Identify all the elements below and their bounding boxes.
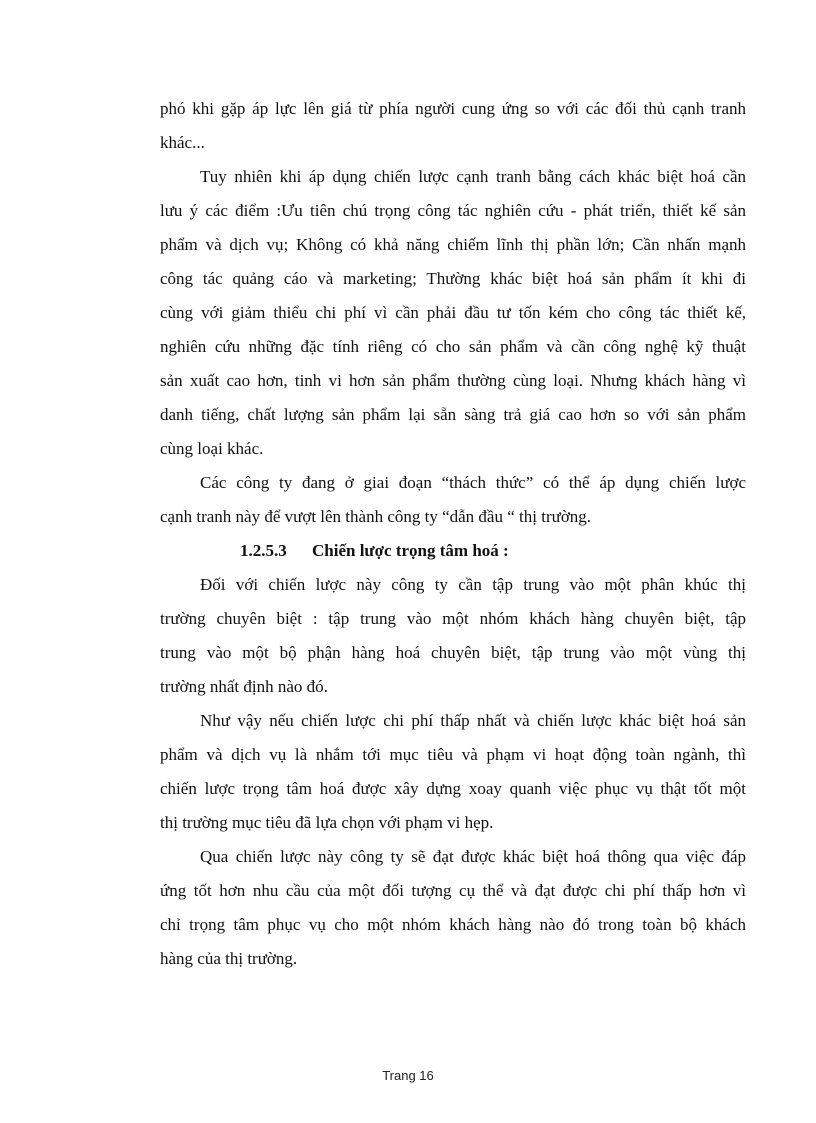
paragraph bbox=[160, 466, 746, 534]
paragraph-line: cạnh tranh này để vượt lên thành công ty “dẫn đầu “ thị trường. bbox=[160, 507, 592, 526]
paragraph-line: ứng tốt hơn nhu cầu của một đối tượng cụ thể và đạt được chi phí thấp hơn vì bbox=[160, 881, 746, 900]
paragraph-line: trường nhất định nào đó. bbox=[160, 677, 328, 696]
paragraph-line: khác... bbox=[160, 133, 205, 152]
paragraph-line: phẩm và dịch vụ; Không có khả năng chiếm lĩnh thị phần lớn; Cần nhấn mạnh bbox=[160, 235, 746, 254]
paragraph-line: Các công ty đang ở giai đoạn “thách thức” có thể áp dụng chiến lược bbox=[200, 473, 746, 492]
paragraph-line: Qua chiến lược này công ty sẽ đạt được khác biệt hoá thông qua việc đáp bbox=[200, 847, 746, 866]
paragraph-line: Tuy nhiên khi áp dụng chiến lược cạnh tranh bằng cách khác biệt hoá cần bbox=[200, 167, 746, 186]
paragraph bbox=[160, 840, 746, 976]
paragraph-line: Đối với chiến lược này công ty cần tập trung vào một phân khúc thị bbox=[200, 575, 746, 594]
paragraph-line: lưu ý các điểm :Ưu tiên chú trọng công tác nghiên cứu - phát triển, thiết kế sản bbox=[160, 201, 746, 220]
paragraph-line: sản xuất cao hơn, tinh vi hơn sản phẩm thường cùng loại. Nhưng khách hàng vì bbox=[160, 371, 746, 390]
paragraph-line: Như vậy nếu chiến lược chi phí thấp nhất và chiến lược khác biệt hoá sản bbox=[200, 711, 746, 730]
paragraph-line: chiến lược trọng tâm hoá được xây dựng xoay quanh việc phục vụ thật tốt một bbox=[160, 779, 746, 798]
paragraph-line: phẩm và dịch vụ là nhắm tới mục tiêu và phạm vi hoạt động toàn ngành, thì bbox=[160, 745, 746, 764]
paragraph-line: thị trường mục tiêu đã lựa chọn với phạm vi hẹp. bbox=[160, 813, 494, 832]
paragraph-line: hàng của thị trường. bbox=[160, 949, 298, 968]
paragraph-line: trung vào một bộ phận hàng hoá chuyên biệt, tập trung vào một vùng thị bbox=[160, 643, 746, 662]
paragraph bbox=[160, 160, 746, 466]
paragraph-line: danh tiếng, chất lượng sản phẩm lại sẵn sàng trả giá cao hơn so với sản phẩm bbox=[160, 405, 746, 424]
paragraph-line: nghiên cứu những đặc tính riêng có cho sản phẩm và cần công nghệ kỹ thuật bbox=[160, 337, 746, 356]
paragraph-line: chỉ trọng tâm phục vụ cho một nhóm khách hàng nào đó trong toàn bộ khách bbox=[160, 915, 746, 934]
paragraph bbox=[160, 704, 746, 840]
paragraph-line: trường chuyên biệt : tập trung vào một nhóm khách hàng chuyên biệt, tập bbox=[160, 609, 746, 628]
paragraph bbox=[160, 92, 746, 160]
paragraph-line: công tác quảng cáo và marketing; Thường khác biệt hoá sản phẩm ít khi đi bbox=[160, 269, 746, 288]
paragraph bbox=[160, 568, 746, 704]
section-heading bbox=[160, 534, 746, 568]
page-number: Trang 16 bbox=[382, 1068, 434, 1083]
paragraph-line: phó khi gặp áp lực lên giá từ phía người cung ứng so với các đối thủ cạnh tranh bbox=[160, 99, 746, 118]
document-body bbox=[160, 92, 746, 976]
section-heading-line bbox=[160, 534, 746, 568]
section-title: Chiến lược trọng tâm hoá : bbox=[312, 541, 509, 560]
paragraph-line: cùng loại khác. bbox=[160, 439, 264, 458]
section-number: 1.2.5.3 bbox=[240, 541, 287, 560]
paragraph-line: cùng với giảm thiểu chi phí vì cần phải đầu tư tốn kém cho công tác thiết kế, bbox=[160, 303, 746, 322]
